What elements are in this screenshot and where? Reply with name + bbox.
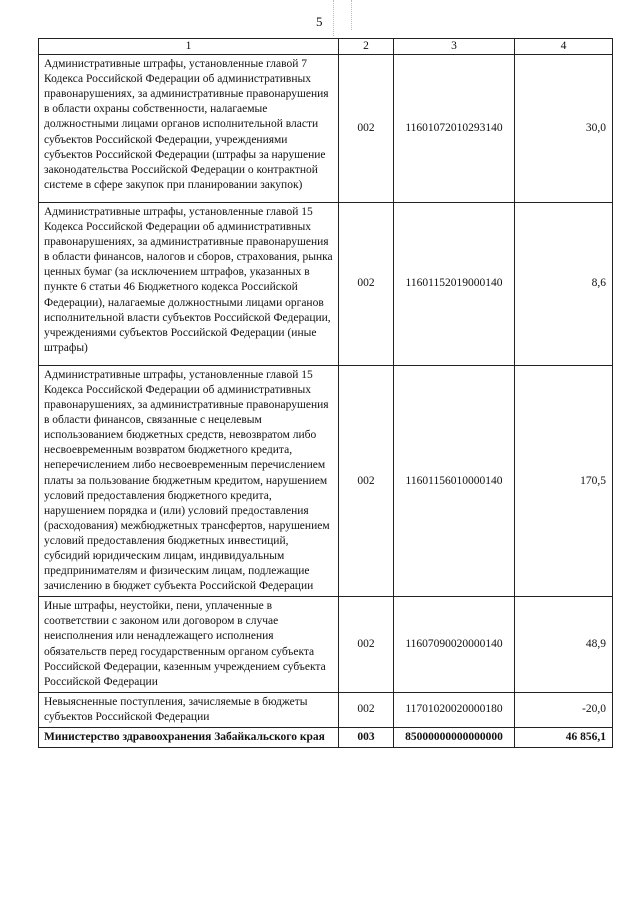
revenue-description: Административные штрафы, установленные главой 15 Кодекса Российской Федерации об административных правонарушениях, за административные правонарушения в области финансов, связанные с нецелевым использованием бюджетных средств, невозвратом либо несвоевременным возвратом бюджетного кредита, неперечислением либо несвоевременным перечислением платы за пользование бюджетным кредитом, нарушением условий предоставления бюджетного кредита, нарушением порядка и (или) условий предоставления (расходования) межбюджетных трансфертов, нарушением условий предоставления бюджетных инвестиций, субсидий юридическим лицам, индивидуальным предпринимателям и физическим лицам, подлежащие зачислению в бюджет субъекта Российской Федерации — [39, 365, 339, 596]
revenue-description: Иные штрафы, неустойки, пени, уплаченные в соответствии с законом или договором в случае неисполнения или ненадлежащего исполнения обязательств перед государственным органом субъекта Российской Федерации, казенным учреждением субъекта Российской Федерации — [39, 597, 339, 693]
ministry-name: Министерство здравоохранения Забайкальского края — [39, 728, 339, 748]
revenue-description: Административные штрафы, установленные главой 15 Кодекса Российской Федерации об административных правонарушениях, за административные правонарушения в области финансов, налогов и сборов, страхования, рынка ценных бумаг (за исключением штрафов, указанных в пункте 6 статьи 46 Бюджетного кодекса Российской Федерации), налагаемые должностными лицами органов исполнительной власти субъектов Российской Федерации, учреждениями субъектов Российской Федерации (иные штрафы) — [39, 202, 339, 365]
budget-classification-code: 11601072010293140 — [394, 55, 515, 203]
revenue-description: Административные штрафы, установленные главой 7 Кодекса Российской Федерации об административных правонарушениях, за административные правонарушения в области охраны собственности, налагаемые должностными лицами органов исполнительной власти субъектов Российской Федерации, учреждениями субъектов Российской Федерации (штрафы за нарушение законодательства Российской Федерации о контрактной системе в сфере закупок при планировании закупок) — [39, 55, 339, 203]
table-row — [39, 365, 613, 596]
admin-code: 003 — [339, 728, 394, 748]
admin-code: 002 — [339, 55, 394, 203]
budget-classification-code: 11607090020000140 — [394, 597, 515, 693]
scan-mark — [351, 0, 352, 30]
table-row — [39, 202, 613, 365]
admin-code: 002 — [339, 692, 394, 727]
amount: 30,0 — [515, 55, 613, 203]
revenue-description: Невыясненные поступления, зачисляемые в бюджеты субъектов Российской Федерации — [39, 692, 339, 727]
budget-classification-code: 11701020020000180 — [394, 692, 515, 727]
amount: 8,6 — [515, 202, 613, 365]
amount: -20,0 — [515, 692, 613, 727]
column-number-row — [39, 39, 613, 55]
column-header: 2 — [339, 39, 394, 55]
budget-classification-code: 11601152019000140 — [394, 202, 515, 365]
admin-code: 002 — [339, 202, 394, 365]
page-number: 5 — [316, 14, 323, 29]
revenue-table — [38, 38, 613, 748]
column-header: 3 — [394, 39, 515, 55]
amount: 170,5 — [515, 365, 613, 596]
amount: 48,9 — [515, 597, 613, 693]
table-row — [39, 597, 613, 693]
budget-classification-code: 85000000000000000 — [394, 728, 515, 748]
amount: 46 856,1 — [515, 728, 613, 748]
admin-code: 002 — [339, 365, 394, 596]
admin-code: 002 — [339, 597, 394, 693]
table-row — [39, 692, 613, 727]
column-header: 4 — [515, 39, 613, 55]
column-header: 1 — [39, 39, 339, 55]
table-row — [39, 55, 613, 203]
budget-classification-code: 11601156010000140 — [394, 365, 515, 596]
ministry-total-row — [39, 728, 613, 748]
scan-mark — [333, 0, 334, 36]
